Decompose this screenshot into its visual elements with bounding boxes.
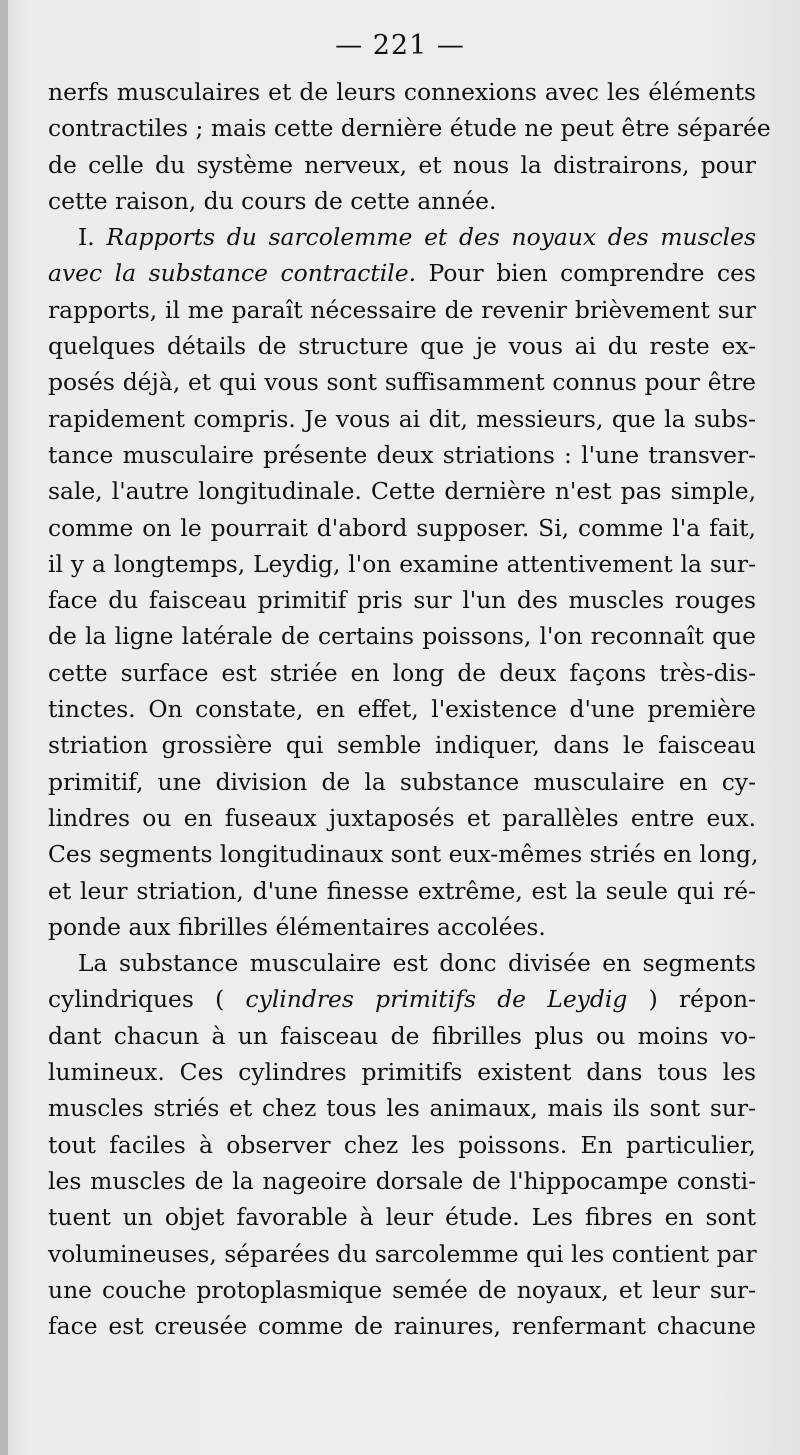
text-line bbox=[48, 618, 756, 654]
text-span: La substance musculaire est donc divisée en segments bbox=[78, 949, 756, 978]
text-line bbox=[48, 255, 756, 291]
text-line bbox=[48, 219, 756, 255]
text-line bbox=[48, 74, 756, 110]
text-span: Pour bien comprendre ces bbox=[416, 259, 756, 288]
text-span: tance musculaire présente deux striations : l'une transver- bbox=[48, 440, 756, 469]
text-span: primitif, une division de la substance musculaire en cy- bbox=[48, 767, 756, 796]
text-line bbox=[48, 147, 756, 183]
text-span: comme on le pourrait d'abord supposer. Si, comme l'a fait, bbox=[48, 513, 756, 542]
text-span: rapidement compris. Je vous ai dit, messieurs, que la subs- bbox=[48, 404, 756, 433]
text-line bbox=[48, 873, 756, 909]
text-span: de la ligne latérale de certains poissons, l'on reconnaît que bbox=[48, 622, 756, 651]
text-span: tout faciles à observer chez les poissons. En particulier, bbox=[48, 1130, 756, 1159]
text-span: I. bbox=[78, 223, 107, 252]
text-line bbox=[48, 1163, 756, 1199]
text-line bbox=[48, 437, 756, 473]
text-line bbox=[48, 727, 756, 763]
text-line bbox=[48, 1308, 756, 1344]
text-line bbox=[48, 1018, 756, 1054]
italic-text: Rapports du sarcolemme et des noyaux des muscles bbox=[106, 223, 756, 252]
italic-text: avec la substance contractile. bbox=[48, 259, 417, 288]
text-span: ) répon- bbox=[627, 985, 757, 1014]
italic-text: cylindres primitifs de Leydig bbox=[245, 985, 628, 1014]
text-line bbox=[48, 546, 756, 582]
text-line bbox=[48, 1236, 756, 1272]
text-line bbox=[48, 909, 756, 945]
text-span: de celle du système nerveux, et nous la distrairons, pour bbox=[48, 150, 756, 179]
text-span: dant chacun à un faisceau de fibrilles plus ou moins vo- bbox=[48, 1021, 756, 1050]
text-span: volumineuses, séparées du sarcolemme qui les contient par bbox=[48, 1239, 757, 1268]
text-span: tuent un objet favorable à leur étude. Les fibres en sont bbox=[48, 1203, 756, 1232]
text-span: il y a longtemps, Leydig, l'on examine attentivement la sur- bbox=[48, 549, 756, 578]
text-line bbox=[48, 473, 756, 509]
text-line bbox=[48, 764, 756, 800]
text-span: cylindriques ( bbox=[48, 985, 246, 1014]
text-line bbox=[48, 691, 756, 727]
text-line bbox=[48, 1199, 756, 1235]
text-span: Ces segments longitudinaux sont eux-mêmes striés en long, bbox=[48, 840, 759, 869]
page-edge bbox=[0, 0, 8, 1455]
page-number: — 221 — bbox=[335, 30, 465, 61]
text-span: cette raison, du cours de cette année. bbox=[48, 186, 497, 215]
text-line bbox=[48, 292, 756, 328]
text-line bbox=[48, 1272, 756, 1308]
text-span: les muscles de la nageoire dorsale de l'hippocampe consti- bbox=[48, 1166, 756, 1195]
text-span: muscles striés et chez tous les animaux, mais ils sont sur- bbox=[48, 1094, 756, 1123]
text-span: tinctes. On constate, en effet, l'existence d'une première bbox=[48, 695, 756, 724]
text-span: nerfs musculaires et de leurs connexions avec les éléments bbox=[48, 78, 756, 106]
text-line bbox=[48, 655, 756, 691]
text-span: face du faisceau primitif pris sur l'un des muscles rouges bbox=[48, 586, 756, 615]
text-line bbox=[48, 582, 756, 618]
text-span: et leur striation, d'une finesse extrême, est la seule qui ré- bbox=[48, 876, 756, 905]
text-line bbox=[48, 1090, 756, 1126]
text-span: face est creusée comme de rainures, renfermant chacune bbox=[48, 1312, 756, 1341]
text-line bbox=[48, 401, 756, 437]
text-line bbox=[48, 800, 756, 836]
text-span: sale, l'autre longitudinale. Cette dernière n'est pas simple, bbox=[48, 477, 756, 506]
body-text bbox=[48, 74, 771, 1344]
text-span: cette surface est striée en long de deux façons très-dis- bbox=[48, 658, 756, 687]
text-line bbox=[48, 945, 756, 981]
text-line bbox=[48, 510, 756, 546]
text-span: contractiles ; mais cette dernière étude ne peut être séparée bbox=[48, 114, 771, 143]
text-line bbox=[48, 1127, 756, 1163]
text-span: rapports, il me paraît nécessaire de revenir brièvement sur bbox=[48, 295, 756, 324]
text-line bbox=[48, 328, 756, 364]
text-span: quelques détails de structure que je vous ai du reste ex- bbox=[48, 332, 756, 361]
text-span: striation grossière qui semble indiquer, dans le faisceau bbox=[48, 731, 756, 760]
text-span: lumineux. Ces cylindres primitifs existent dans tous les bbox=[48, 1058, 756, 1087]
text-span: une couche protoplasmique semée de noyaux, et leur sur- bbox=[48, 1275, 756, 1304]
text-span: posés déjà, et qui vous sont suffisamment connus pour être bbox=[48, 368, 756, 397]
text-span: ponde aux fibrilles élémentaires accolées. bbox=[48, 912, 546, 941]
text-line bbox=[48, 183, 756, 219]
text-line bbox=[48, 110, 771, 146]
text-line bbox=[48, 981, 756, 1017]
text-line bbox=[48, 364, 756, 400]
text-line bbox=[48, 1054, 756, 1090]
text-span: lindres ou en fuseaux juxtaposés et parallèles entre eux. bbox=[48, 803, 756, 832]
text-line bbox=[48, 836, 759, 872]
